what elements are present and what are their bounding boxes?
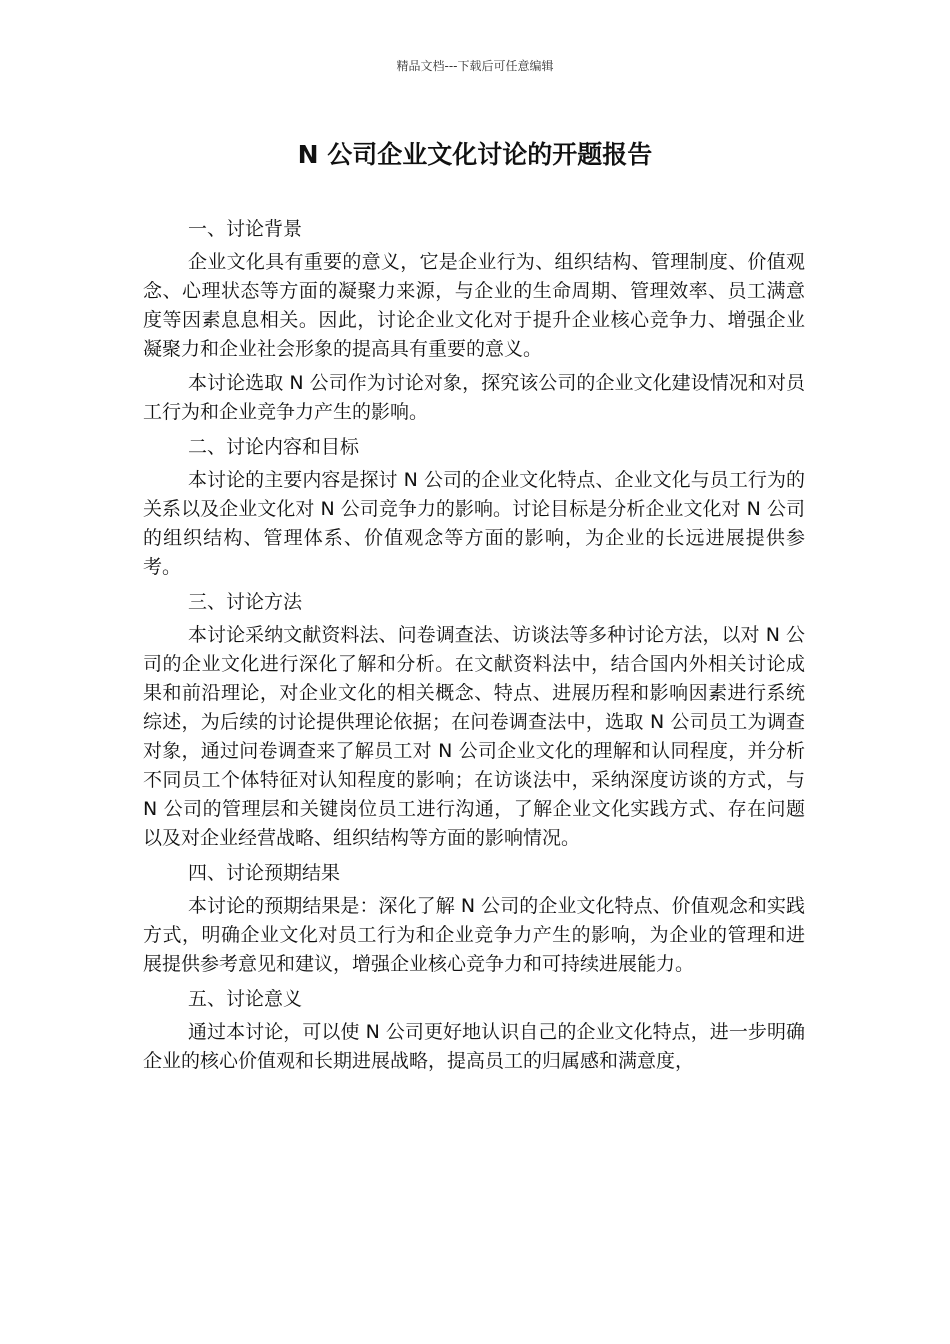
paragraph: 本讨论选取 N 公司作为讨论对象，探究该公司的企业文化建设情况和对员工行为和企业竞争力产生的影响。 <box>143 372 805 423</box>
paragraph: 企业文化具有重要的意义，它是企业行为、组织结构、管理制度、价值观念、心理状态等方面的凝聚力来源，与企业的生命周期、管理效率、员工满意度等因素息息相关。因此，讨论企业文化对于提升企业核心竞争力、增强企业凝聚力和企业社会形象的提高具有重要的意义。 <box>143 251 805 360</box>
section-content-and-goals <box>143 432 805 582</box>
page-header: 精品文档---下载后可任意编辑 <box>396 59 554 73</box>
section-significance <box>143 984 805 1076</box>
paragraph: 本讨论采纳文献资料法、问卷调查法、访谈法等多种讨论方法，以对 N 公司的企业文化进行深化了解和分析。在文献资料法中，结合国内外相关讨论成果和前沿理论，对企业文化的相关概念、特点、进展历程和影响因素进行系统综述，为后续的讨论提供理论依据；在问卷调查法中，选取 N 公司员工为调查对象，通过问卷调查来了解员工对 N 公司企业文化的理解和认同程度，并分析不同员工个体特征对认知程度的影响；在访谈法中，采纳深度访谈的方式，与 N 公司的管理层和关键岗位员工进行沟通，了解企业文化实践方式、存在问题以及对企业经营战略、组织结构等方面的影响情况。 <box>143 624 805 849</box>
paragraph: 本讨论的预期结果是：深化了解 N 公司的企业文化特点、价值观念和实践方式，明确企业文化对员工行为和企业竞争力产生的影响，为企业的管理和进展提供参考意见和建议，增强企业核心竞争力和可持续进展能力。 <box>143 895 805 975</box>
section-heading: 四、讨论预期结果 <box>188 862 341 884</box>
document-body <box>143 214 805 1081</box>
section-background <box>143 214 805 427</box>
paragraph: 本讨论的主要内容是探讨 N 公司的企业文化特点、企业文化与员工行为的关系以及企业文化对 N 公司竞争力的影响。讨论目标是分析企业文化对 N 公司的组织结构、管理体系、价值观念等方面的影响，为企业的长远进展提供参考。 <box>143 469 805 578</box>
section-heading: 五、讨论意义 <box>188 988 303 1010</box>
section-heading: 三、讨论方法 <box>188 591 303 613</box>
document-title: N 公司企业文化讨论的开题报告 <box>297 140 653 169</box>
paragraph: 通过本讨论，可以使 N 公司更好地认识自己的企业文化特点，进一步明确企业的核心价值观和长期进展战略，提高员工的归属感和满意度， <box>143 1021 805 1072</box>
section-heading: 一、讨论背景 <box>188 218 303 240</box>
section-methods <box>143 587 805 853</box>
section-heading: 二、讨论内容和目标 <box>188 436 360 458</box>
section-expected-results <box>143 858 805 979</box>
